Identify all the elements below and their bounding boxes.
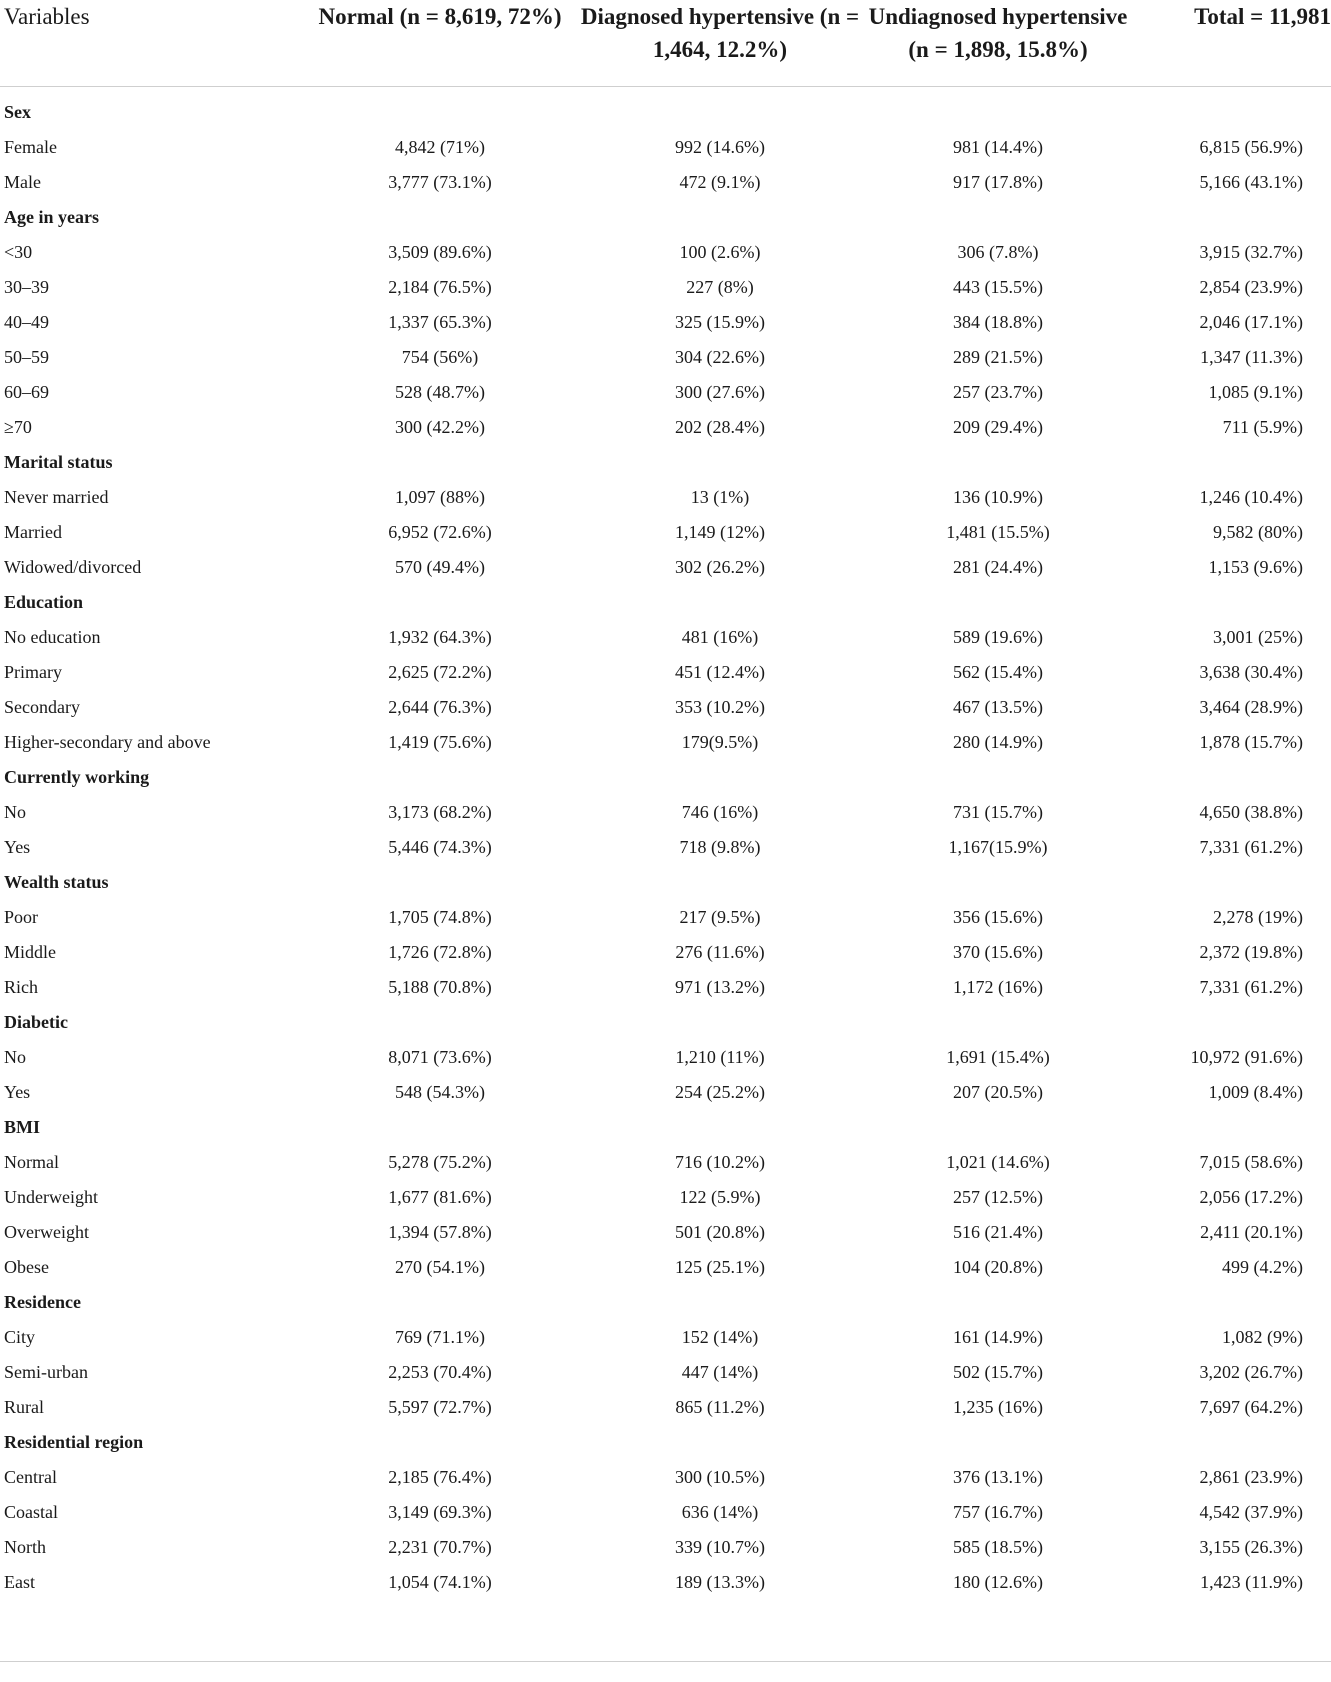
- cell-normal: 4,842 (71%): [395, 137, 485, 157]
- row-label: Higher-secondary and above: [4, 732, 211, 752]
- table-row: [0, 130, 1331, 165]
- cell-diagnosed: 339 (10.7%): [675, 1537, 765, 1557]
- cell-diagnosed: 971 (13.2%): [675, 977, 765, 997]
- table-row: [0, 830, 1331, 865]
- cell-total: 7,697 (64.2%): [1199, 1397, 1303, 1417]
- cell-undiagnosed: 981 (14.4%): [953, 137, 1043, 157]
- table-bottom-rule: [0, 1661, 1331, 1662]
- table-row: [0, 410, 1331, 445]
- cell-diagnosed: 179(9.5%): [681, 732, 759, 752]
- group-header-row: [0, 1285, 1331, 1320]
- cell-undiagnosed: 585 (18.5%): [953, 1537, 1043, 1557]
- cell-diagnosed: 189 (13.3%): [675, 1572, 765, 1592]
- cell-undiagnosed: 104 (20.8%): [953, 1257, 1043, 1277]
- cell-diagnosed: 746 (16%): [681, 802, 759, 822]
- cell-total: 3,155 (26.3%): [1199, 1537, 1303, 1557]
- cell-total: 7,331 (61.2%): [1199, 977, 1303, 997]
- cell-normal: 3,149 (69.3%): [388, 1502, 492, 1522]
- cell-undiagnosed: 257 (23.7%): [953, 382, 1043, 402]
- cell-total: 2,861 (23.9%): [1199, 1467, 1303, 1487]
- cell-diagnosed: 254 (25.2%): [675, 1082, 765, 1102]
- cell-normal: 6,952 (72.6%): [388, 522, 492, 542]
- cell-undiagnosed: 209 (29.4%): [953, 417, 1043, 437]
- cell-undiagnosed: 207 (20.5%): [953, 1082, 1043, 1102]
- cell-total: 9,582 (80%): [1213, 522, 1303, 542]
- cell-diagnosed: 472 (9.1%): [679, 172, 761, 192]
- cell-normal: 3,509 (89.6%): [388, 242, 492, 262]
- cell-total: 3,464 (28.9%): [1199, 697, 1303, 717]
- header-diagnosed: Diagnosed hypertensive (n = 1,464, 12.2%): [580, 0, 860, 87]
- group-label: Sex: [4, 102, 31, 122]
- table-row: [0, 270, 1331, 305]
- row-label: Obese: [4, 1257, 49, 1277]
- cell-total: 4,650 (38.8%): [1199, 802, 1303, 822]
- cell-total: 711 (5.9%): [1222, 417, 1303, 437]
- header-row: [0, 0, 1331, 87]
- table-row: [0, 1180, 1331, 1215]
- cell-normal: 754 (56%): [401, 347, 479, 367]
- table-row: [0, 935, 1331, 970]
- cell-diagnosed: 300 (27.6%): [675, 382, 765, 402]
- row-label: Married: [4, 522, 62, 542]
- row-label: Underweight: [4, 1187, 98, 1207]
- cell-total: 2,411 (20.1%): [1200, 1222, 1303, 1242]
- row-label: 40–49: [4, 312, 49, 332]
- table-row: [0, 620, 1331, 655]
- row-label: Coastal: [4, 1502, 58, 1522]
- cell-diagnosed: 447 (14%): [681, 1362, 759, 1382]
- row-label: Male: [4, 172, 41, 192]
- cell-normal: 1,054 (74.1%): [388, 1572, 492, 1592]
- cell-diagnosed: 1,149 (12%): [675, 522, 765, 542]
- cell-undiagnosed: 1,481 (15.5%): [946, 522, 1050, 542]
- cell-total: 3,001 (25%): [1213, 627, 1303, 647]
- group-header-row: [0, 200, 1331, 235]
- cell-undiagnosed: 1,691 (15.4%): [946, 1047, 1050, 1067]
- cell-normal: 1,419 (75.6%): [388, 732, 492, 752]
- table-row: [0, 1390, 1331, 1425]
- cell-diagnosed: 451 (12.4%): [675, 662, 765, 682]
- cell-diagnosed: 716 (10.2%): [675, 1152, 765, 1172]
- table-row: [0, 1320, 1331, 1355]
- table-row: [0, 690, 1331, 725]
- cell-total: 1,085 (9.1%): [1208, 382, 1303, 402]
- cell-undiagnosed: 1,235 (16%): [953, 1397, 1043, 1417]
- group-label: Residence: [4, 1292, 81, 1312]
- cell-normal: 1,726 (72.8%): [388, 942, 492, 962]
- row-label: Rich: [4, 977, 38, 997]
- row-label: Female: [4, 137, 57, 157]
- table-row: [0, 1250, 1331, 1285]
- row-label: Poor: [4, 907, 39, 927]
- group-label: Education: [4, 592, 84, 612]
- table-row: [0, 235, 1331, 270]
- group-label: Age in years: [4, 207, 99, 227]
- group-header-row: [0, 1005, 1331, 1040]
- cell-total: 1,423 (11.9%): [1200, 1572, 1303, 1592]
- row-label: Middle: [4, 942, 56, 962]
- cell-normal: 528 (48.7%): [395, 382, 485, 402]
- cell-undiagnosed: 443 (15.5%): [953, 277, 1043, 297]
- table-row: [0, 165, 1331, 200]
- cell-total: 1,153 (9.6%): [1208, 557, 1303, 577]
- cell-total: 3,915 (32.7%): [1199, 242, 1303, 262]
- cell-undiagnosed: 289 (21.5%): [953, 347, 1043, 367]
- cell-total: 2,372 (19.8%): [1199, 942, 1303, 962]
- row-label: 30–39: [4, 277, 49, 297]
- group-header-row: [0, 760, 1331, 795]
- header-variables: Variables: [0, 0, 300, 87]
- cell-undiagnosed: 376 (13.1%): [953, 1467, 1043, 1487]
- row-label: North: [4, 1537, 46, 1557]
- row-label: Never married: [4, 487, 109, 507]
- cell-normal: 1,677 (81.6%): [388, 1187, 492, 1207]
- cell-undiagnosed: 161 (14.9%): [953, 1327, 1043, 1347]
- cell-undiagnosed: 589 (19.6%): [953, 627, 1043, 647]
- cell-undiagnosed: 384 (18.8%): [953, 312, 1043, 332]
- cell-diagnosed: 865 (11.2%): [675, 1397, 765, 1417]
- cell-diagnosed: 125 (25.1%): [675, 1257, 765, 1277]
- table-row: [0, 795, 1331, 830]
- row-label: 60–69: [4, 382, 49, 402]
- row-label: City: [4, 1327, 36, 1347]
- cell-total: 2,056 (17.2%): [1199, 1187, 1303, 1207]
- cell-undiagnosed: 731 (15.7%): [953, 802, 1043, 822]
- row-label: <30: [4, 242, 33, 262]
- table-row: [0, 1355, 1331, 1390]
- cell-normal: 2,625 (72.2%): [388, 662, 492, 682]
- table-row: [0, 1145, 1331, 1180]
- group-header-row: [0, 1425, 1331, 1460]
- table-header: [0, 0, 1331, 87]
- cell-diagnosed: 13 (1%): [690, 487, 750, 507]
- row-label: Secondary: [4, 697, 80, 717]
- cell-total: 7,331 (61.2%): [1199, 837, 1303, 857]
- cell-normal: 2,644 (76.3%): [388, 697, 492, 717]
- cell-normal: 1,705 (74.8%): [388, 907, 492, 927]
- row-label: Yes: [4, 837, 31, 857]
- cell-normal: 5,597 (72.7%): [388, 1397, 492, 1417]
- cell-undiagnosed: 1,172 (16%): [953, 977, 1043, 997]
- cell-undiagnosed: 562 (15.4%): [953, 662, 1043, 682]
- table-row: [0, 550, 1331, 585]
- cell-diagnosed: 992 (14.6%): [675, 137, 765, 157]
- cell-total: 1,246 (10.4%): [1199, 487, 1303, 507]
- group-label: Diabetic: [4, 1012, 68, 1032]
- table-row: [0, 1040, 1331, 1075]
- cell-total: 1,082 (9%): [1222, 1327, 1303, 1347]
- cell-undiagnosed: 281 (24.4%): [953, 557, 1043, 577]
- cell-diagnosed: 1,210 (11%): [675, 1047, 765, 1067]
- cell-total: 499 (4.2%): [1222, 1257, 1303, 1277]
- row-label: 50–59: [4, 347, 49, 367]
- cell-normal: 300 (42.2%): [395, 417, 485, 437]
- cell-diagnosed: 202 (28.4%): [675, 417, 765, 437]
- table-row: [0, 1495, 1331, 1530]
- group-label: Marital status: [4, 452, 113, 472]
- table-row: [0, 1565, 1331, 1600]
- cell-diagnosed: 481 (16%): [681, 627, 759, 647]
- group-header-row: [0, 1110, 1331, 1145]
- cell-normal: 2,185 (76.4%): [388, 1467, 492, 1487]
- cell-undiagnosed: 757 (16.7%): [953, 1502, 1043, 1522]
- cell-normal: 2,184 (76.5%): [388, 277, 492, 297]
- cell-undiagnosed: 917 (17.8%): [953, 172, 1043, 192]
- cell-normal: 3,173 (68.2%): [388, 802, 492, 822]
- table-row: [0, 655, 1331, 690]
- cell-diagnosed: 300 (10.5%): [675, 1467, 765, 1487]
- cell-total: 4,542 (37.9%): [1199, 1502, 1303, 1522]
- row-label: ≥70: [4, 417, 32, 437]
- table-row: [0, 1530, 1331, 1565]
- cell-undiagnosed: 467 (13.5%): [953, 697, 1043, 717]
- cell-diagnosed: 304 (22.6%): [675, 347, 765, 367]
- cell-total: 1,347 (11.3%): [1200, 347, 1303, 367]
- cell-normal: 1,394 (57.8%): [388, 1222, 492, 1242]
- cell-total: 2,046 (17.1%): [1199, 312, 1303, 332]
- cell-normal: 270 (54.1%): [395, 1257, 485, 1277]
- cell-total: 3,202 (26.7%): [1199, 1362, 1303, 1382]
- cell-undiagnosed: 1,167(15.9%): [948, 837, 1048, 857]
- row-label: Central: [4, 1467, 57, 1487]
- row-label: Yes: [4, 1082, 31, 1102]
- group-header-row: [0, 585, 1331, 620]
- cell-total: 1,009 (8.4%): [1208, 1082, 1303, 1102]
- cell-diagnosed: 636 (14%): [681, 1502, 759, 1522]
- cell-undiagnosed: 516 (21.4%): [953, 1222, 1043, 1242]
- cell-undiagnosed: 356 (15.6%): [953, 907, 1043, 927]
- cell-normal: 2,231 (70.7%): [388, 1537, 492, 1557]
- table-body: [0, 87, 1331, 1601]
- cell-diagnosed: 501 (20.8%): [675, 1222, 765, 1242]
- cell-total: 10,972 (91.6%): [1190, 1047, 1303, 1067]
- row-label: Overweight: [4, 1222, 89, 1242]
- cell-undiagnosed: 370 (15.6%): [953, 942, 1043, 962]
- cell-undiagnosed: 502 (15.7%): [953, 1362, 1043, 1382]
- cell-diagnosed: 718 (9.8%): [679, 837, 761, 857]
- cell-diagnosed: 227 (8%): [686, 277, 754, 297]
- cell-normal: 1,932 (64.3%): [388, 627, 492, 647]
- cell-total: 2,278 (19%): [1213, 907, 1303, 927]
- table-row: [0, 1215, 1331, 1250]
- cell-diagnosed: 276 (11.6%): [675, 942, 765, 962]
- cell-diagnosed: 217 (9.5%): [679, 907, 761, 927]
- table-row: [0, 725, 1331, 760]
- cell-total: 7,015 (58.6%): [1199, 1152, 1303, 1172]
- table-row: [0, 900, 1331, 935]
- cell-normal: 5,446 (74.3%): [388, 837, 492, 857]
- row-label: No: [4, 1047, 26, 1067]
- row-label: Semi-urban: [4, 1362, 88, 1382]
- cell-total: 5,166 (43.1%): [1199, 172, 1303, 192]
- cell-normal: 8,071 (73.6%): [388, 1047, 492, 1067]
- cell-normal: 5,278 (75.2%): [388, 1152, 492, 1172]
- group-label: Wealth status: [4, 872, 109, 892]
- header-total: Total = 11,981: [1136, 0, 1331, 87]
- cell-undiagnosed: 180 (12.6%): [953, 1572, 1043, 1592]
- cell-total: 2,854 (23.9%): [1199, 277, 1303, 297]
- table-row: [0, 1075, 1331, 1110]
- cell-normal: 1,097 (88%): [395, 487, 485, 507]
- cell-normal: 1,337 (65.3%): [388, 312, 492, 332]
- table-row: [0, 375, 1331, 410]
- cell-diagnosed: 100 (2.6%): [679, 242, 761, 262]
- table-row: [0, 305, 1331, 340]
- cell-diagnosed: 325 (15.9%): [675, 312, 765, 332]
- table-row: [0, 515, 1331, 550]
- cell-diagnosed: 122 (5.9%): [679, 1187, 761, 1207]
- header-undiagnosed: Undiagnosed hypertensive (n = 1,898, 15.8%): [860, 0, 1136, 87]
- table-row: [0, 1460, 1331, 1495]
- cell-undiagnosed: 280 (14.9%): [953, 732, 1043, 752]
- cell-total: 3,638 (30.4%): [1199, 662, 1303, 682]
- row-label: No: [4, 802, 26, 822]
- header-normal: Normal (n = 8,619, 72%): [300, 0, 580, 87]
- row-label: Widowed/divorced: [4, 557, 142, 577]
- cell-diagnosed: 302 (26.2%): [675, 557, 765, 577]
- cell-undiagnosed: 1,021 (14.6%): [946, 1152, 1050, 1172]
- cell-total: 6,815 (56.9%): [1199, 137, 1303, 157]
- cell-total: 1,878 (15.7%): [1199, 732, 1303, 752]
- group-header-row: [0, 865, 1331, 900]
- group-header-row: [0, 445, 1331, 480]
- table-row: [0, 340, 1331, 375]
- row-label: Normal: [4, 1152, 59, 1172]
- cell-normal: 769 (71.1%): [395, 1327, 485, 1347]
- group-header-row: [0, 87, 1331, 131]
- table-row: [0, 480, 1331, 515]
- table-row: [0, 970, 1331, 1005]
- cell-undiagnosed: 136 (10.9%): [953, 487, 1043, 507]
- cell-diagnosed: 353 (10.2%): [675, 697, 765, 717]
- row-label: East: [4, 1572, 35, 1592]
- row-label: Primary: [4, 662, 62, 682]
- cell-undiagnosed: 306 (7.8%): [957, 242, 1039, 262]
- cell-normal: 548 (54.3%): [395, 1082, 485, 1102]
- cell-normal: 5,188 (70.8%): [388, 977, 492, 997]
- row-label: No education: [4, 627, 101, 647]
- row-label: Rural: [4, 1397, 44, 1417]
- group-label: Residential region: [4, 1432, 144, 1452]
- cell-normal: 570 (49.4%): [395, 557, 485, 577]
- cell-normal: 2,253 (70.4%): [388, 1362, 492, 1382]
- group-label: Currently working: [4, 767, 150, 787]
- group-label: BMI: [4, 1117, 40, 1137]
- cell-diagnosed: 152 (14%): [681, 1327, 759, 1347]
- cell-undiagnosed: 257 (12.5%): [953, 1187, 1043, 1207]
- cell-normal: 3,777 (73.1%): [388, 172, 492, 192]
